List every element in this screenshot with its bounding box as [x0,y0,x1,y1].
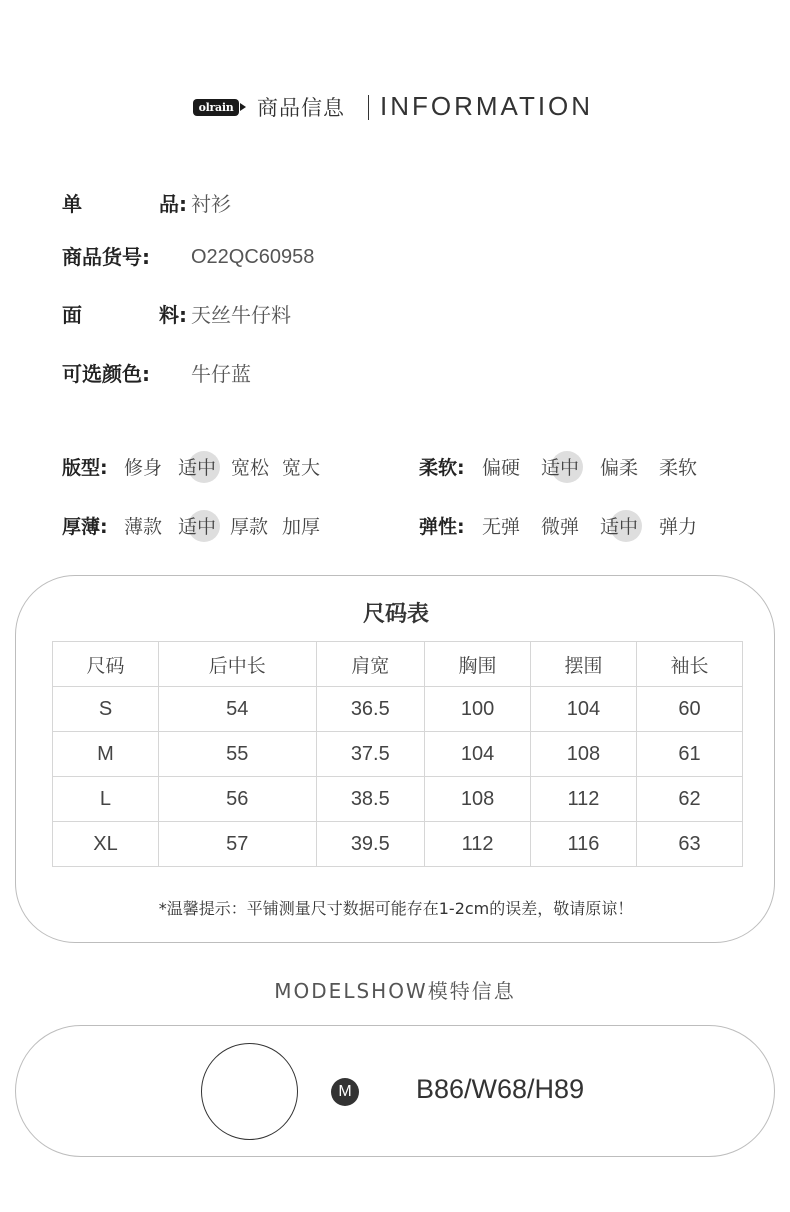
model-avatar [201,1043,298,1140]
attr-label: 弹性: [419,516,465,538]
table-cell: XL [53,822,159,867]
info-label [62,300,187,330]
size-chart-title: 尺码表 [362,602,429,627]
size-table [52,641,743,867]
table-cell: 55 [158,732,316,777]
attr-option: 宽松 [231,457,270,479]
attr-option: 无弹 [482,516,521,538]
attr-option-selected: 适中 [178,453,216,483]
table-cell: 112 [531,777,637,822]
attr-option-selected: 适中 [600,512,638,542]
info-label [62,359,187,389]
play-arrow-icon [240,103,246,111]
attr-option: 加厚 [282,516,321,538]
info-label-part: 品: [159,192,187,216]
table-cell: 39.5 [316,822,424,867]
table-cell: 36.5 [316,687,424,732]
table-header-cell: 胸围 [425,642,531,687]
info-label-part: 单 [62,192,82,216]
attr-label: 柔软: [419,457,465,479]
attr-thickness [62,512,362,542]
size-chart-note: *温馨提示：平铺测量尺寸数据可能存在1-2cm的误差，敬请原谅！ [158,899,634,918]
table-header-cell: 肩宽 [316,642,424,687]
info-label-part: 商品货号: [62,245,150,269]
model-measurements: B86/W68/H89 [416,1074,585,1104]
info-label [62,189,187,219]
attr-label: 版型: [62,457,108,479]
attr-option: 偏硬 [482,457,521,479]
table-row [53,687,743,732]
brand-logo: olrain [193,99,239,116]
table-cell: 100 [425,687,531,732]
info-value: 天丝牛仔料 [191,303,291,327]
attr-softness [419,453,739,483]
table-header-cell: 袖长 [636,642,742,687]
attr-option: 偏柔 [600,457,639,479]
attr-option: 微弹 [541,516,580,538]
page-header [0,88,790,128]
table-cell: 108 [425,777,531,822]
table-cell: 116 [531,822,637,867]
table-cell: 104 [531,687,637,732]
table-cell: 56 [158,777,316,822]
table-cell: 108 [531,732,637,777]
model-show-heading: MODELSHOW模特信息 [274,979,516,1003]
table-cell: L [53,777,159,822]
table-cell: 37.5 [316,732,424,777]
attr-option: 宽大 [282,457,321,479]
attr-option: 修身 [124,457,163,479]
attr-option-selected: 适中 [541,453,579,483]
attr-option: 柔软 [659,457,698,479]
table-header-cell: 后中长 [158,642,316,687]
table-cell: 104 [425,732,531,777]
info-label-part: 可选颜色: [62,362,150,386]
attr-option-selected: 适中 [178,512,216,542]
table-cell: M [53,732,159,777]
info-value: 衬衫 [191,192,231,216]
table-cell: 57 [158,822,316,867]
table-cell: 112 [425,822,531,867]
size-chart-card [15,575,775,943]
table-row [53,777,743,822]
model-info-card [15,1025,775,1157]
attr-option: 弹力 [659,516,698,538]
table-header-cell: 摆围 [531,642,637,687]
table-cell: 54 [158,687,316,732]
info-label-part: 料: [159,303,187,327]
info-label-part: 面 [62,303,82,327]
table-row [53,732,743,777]
attr-option: 厚款 [230,516,269,538]
attr-elasticity [419,512,739,542]
table-cell: 62 [636,777,742,822]
header-divider [368,95,369,120]
table-cell: 63 [636,822,742,867]
table-cell: 38.5 [316,777,424,822]
header-title-cn: 商品信息 [257,96,345,120]
table-cell: S [53,687,159,732]
attr-fit [62,453,362,483]
table-header-row [53,642,743,687]
attr-label: 厚薄: [62,516,108,538]
header-title-en: INFORMATION [380,91,594,121]
info-label [62,242,187,272]
table-header-cell: 尺码 [53,642,159,687]
attr-option: 薄款 [124,516,163,538]
table-row [53,822,743,867]
info-value: 牛仔蓝 [191,362,251,386]
table-cell: 60 [636,687,742,732]
model-size-badge: M [331,1078,359,1106]
info-value: O22QC60958 [191,246,315,268]
table-cell: 61 [636,732,742,777]
